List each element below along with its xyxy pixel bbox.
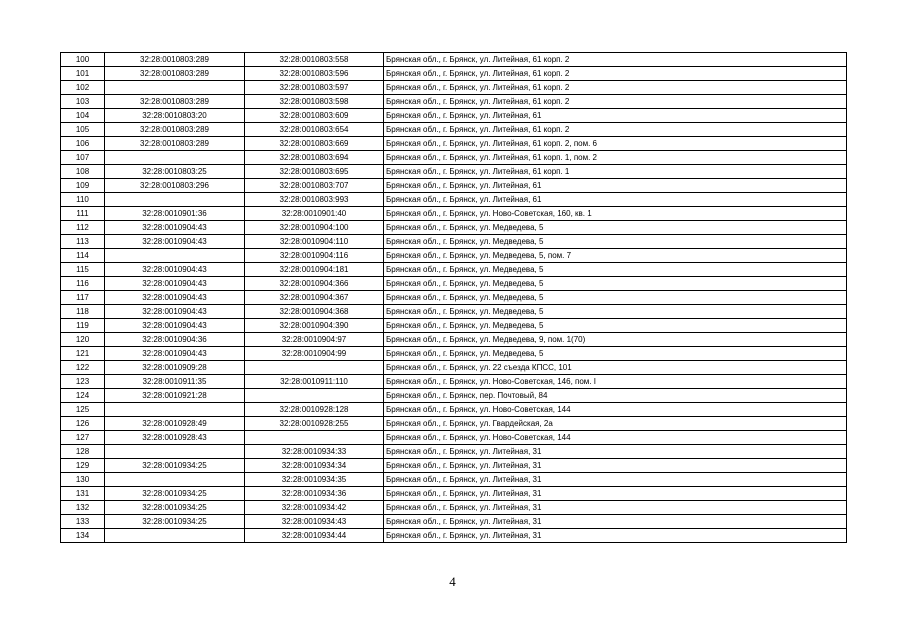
- cadastral-number-cell: 32:28:0010904:110: [245, 235, 384, 249]
- parent-cadastral-cell: 32:28:0010928:49: [105, 417, 245, 431]
- cadastral-number-cell: 32:28:0010934:42: [245, 501, 384, 515]
- row-number-cell: 131: [61, 487, 105, 501]
- cadastral-number-cell: 32:28:0010934:43: [245, 515, 384, 529]
- address-cell: Брянская обл., г. Брянск, ул. Ново-Советская, 146, пом. I: [384, 375, 847, 389]
- row-number-cell: 108: [61, 165, 105, 179]
- row-number-cell: 100: [61, 53, 105, 67]
- row-number-cell: 132: [61, 501, 105, 515]
- cadastral-number-cell: 32:28:0010904:116: [245, 249, 384, 263]
- cadastral-number-cell: 32:28:0010911:110: [245, 375, 384, 389]
- address-cell: Брянская обл., г. Брянск, ул. Литейная, 31: [384, 487, 847, 501]
- address-cell: Брянская обл., г. Брянск, ул. Литейная, 31: [384, 459, 847, 473]
- parent-cadastral-cell: 32:28:0010904:43: [105, 305, 245, 319]
- table-row: [61, 291, 847, 305]
- table-row: [61, 305, 847, 319]
- parent-cadastral-cell: 32:28:0010803:289: [105, 95, 245, 109]
- row-number-cell: 101: [61, 67, 105, 81]
- cadastral-number-cell: 32:28:0010803:654: [245, 123, 384, 137]
- row-number-cell: 120: [61, 333, 105, 347]
- address-cell: Брянская обл., г. Брянск, ул. Литейная, 61 корп. 2: [384, 67, 847, 81]
- row-number-cell: 122: [61, 361, 105, 375]
- cadastral-number-cell: [245, 389, 384, 403]
- address-cell: Брянская обл., г. Брянск, ул. Литейная, 61 корп. 2: [384, 81, 847, 95]
- parent-cadastral-cell: 32:28:0010928:43: [105, 431, 245, 445]
- cadastral-number-cell: 32:28:0010803:707: [245, 179, 384, 193]
- address-cell: Брянская обл., г. Брянск, ул. Литейная, 31: [384, 515, 847, 529]
- address-cell: Брянская обл., г. Брянск, ул. Медведева, 5: [384, 305, 847, 319]
- table-row: [61, 445, 847, 459]
- parent-cadastral-cell: [105, 81, 245, 95]
- cadastral-number-cell: 32:28:0010928:128: [245, 403, 384, 417]
- address-cell: Брянская обл., г. Брянск, ул. Литейная, 61: [384, 109, 847, 123]
- table-row: [61, 375, 847, 389]
- table-row: [61, 277, 847, 291]
- table-row: [61, 165, 847, 179]
- cadastral-number-cell: 32:28:0010901:40: [245, 207, 384, 221]
- address-cell: Брянская обл., г. Брянск, ул. Гвардейская, 2а: [384, 417, 847, 431]
- table-row: [61, 81, 847, 95]
- table-row: [61, 207, 847, 221]
- row-number-cell: 117: [61, 291, 105, 305]
- cadastral-number-cell: [245, 431, 384, 445]
- row-number-cell: 121: [61, 347, 105, 361]
- parent-cadastral-cell: 32:28:0010803:289: [105, 53, 245, 67]
- row-number-cell: 115: [61, 263, 105, 277]
- cadastral-number-cell: 32:28:0010904:367: [245, 291, 384, 305]
- address-cell: Брянская обл., г. Брянск, ул. Литейная, 31: [384, 529, 847, 543]
- table-row: [61, 473, 847, 487]
- table-row: [61, 319, 847, 333]
- row-number-cell: 118: [61, 305, 105, 319]
- address-cell: Брянская обл., г. Брянск, ул. Медведева, 5: [384, 221, 847, 235]
- parent-cadastral-cell: 32:28:0010803:289: [105, 137, 245, 151]
- address-cell: Брянская обл., г. Брянск, ул. Литейная, 31: [384, 445, 847, 459]
- row-number-cell: 125: [61, 403, 105, 417]
- cadastral-number-cell: 32:28:0010803:598: [245, 95, 384, 109]
- parent-cadastral-cell: [105, 473, 245, 487]
- parent-cadastral-cell: 32:28:0010803:20: [105, 109, 245, 123]
- table-row: [61, 431, 847, 445]
- table-row: [61, 95, 847, 109]
- table-row: [61, 137, 847, 151]
- cadastral-number-cell: 32:28:0010803:669: [245, 137, 384, 151]
- parent-cadastral-cell: 32:28:0010803:296: [105, 179, 245, 193]
- row-number-cell: 110: [61, 193, 105, 207]
- cadastral-number-cell: 32:28:0010904:366: [245, 277, 384, 291]
- table-row: [61, 221, 847, 235]
- address-cell: Брянская обл., г. Брянск, ул. Литейная, 61 корп. 1: [384, 165, 847, 179]
- table-row: [61, 179, 847, 193]
- row-number-cell: 127: [61, 431, 105, 445]
- parent-cadastral-cell: 32:28:0010803:289: [105, 67, 245, 81]
- table-row: [61, 417, 847, 431]
- address-cell: Брянская обл., г. Брянск, пер. Почтовый, 84: [384, 389, 847, 403]
- parent-cadastral-cell: 32:28:0010904:36: [105, 333, 245, 347]
- parent-cadastral-cell: 32:28:0010803:25: [105, 165, 245, 179]
- address-cell: Брянская обл., г. Брянск, ул. Литейная, 61 корп. 2: [384, 123, 847, 137]
- address-cell: Брянская обл., г. Брянск, ул. Литейная, 61 корп. 2: [384, 53, 847, 67]
- parent-cadastral-cell: 32:28:0010904:43: [105, 319, 245, 333]
- cadastral-number-cell: 32:28:0010934:33: [245, 445, 384, 459]
- parent-cadastral-cell: [105, 445, 245, 459]
- parent-cadastral-cell: 32:28:0010911:35: [105, 375, 245, 389]
- row-number-cell: 114: [61, 249, 105, 263]
- table-row: [61, 501, 847, 515]
- address-cell: Брянская обл., г. Брянск, ул. Медведева, 5: [384, 277, 847, 291]
- address-cell: Брянская обл., г. Брянск, ул. Медведева, 5, пом. 7: [384, 249, 847, 263]
- table-row: [61, 459, 847, 473]
- row-number-cell: 111: [61, 207, 105, 221]
- parent-cadastral-cell: [105, 529, 245, 543]
- cadastral-number-cell: 32:28:0010803:694: [245, 151, 384, 165]
- table-row: [61, 347, 847, 361]
- address-cell: Брянская обл., г. Брянск, ул. Литейная, 61: [384, 179, 847, 193]
- table-row: [61, 263, 847, 277]
- row-number-cell: 119: [61, 319, 105, 333]
- parent-cadastral-cell: 32:28:0010904:43: [105, 263, 245, 277]
- row-number-cell: 105: [61, 123, 105, 137]
- cadastral-number-cell: 32:28:0010803:695: [245, 165, 384, 179]
- table-row: [61, 515, 847, 529]
- cadastral-number-cell: 32:28:0010904:181: [245, 263, 384, 277]
- row-number-cell: 130: [61, 473, 105, 487]
- address-cell: Брянская обл., г. Брянск, ул. Медведева, 5: [384, 347, 847, 361]
- parent-cadastral-cell: 32:28:0010803:289: [105, 123, 245, 137]
- address-cell: Брянская обл., г. Брянск, ул. Литейная, 31: [384, 501, 847, 515]
- cadastral-number-cell: 32:28:0010904:100: [245, 221, 384, 235]
- address-cell: Брянская обл., г. Брянск, ул. Литейная, 61: [384, 193, 847, 207]
- row-number-cell: 128: [61, 445, 105, 459]
- row-number-cell: 107: [61, 151, 105, 165]
- table-row: [61, 151, 847, 165]
- address-cell: Брянская обл., г. Брянск, ул. Медведева, 5: [384, 235, 847, 249]
- cadastral-number-cell: 32:28:0010934:35: [245, 473, 384, 487]
- row-number-cell: 103: [61, 95, 105, 109]
- address-cell: Брянская обл., г. Брянск, ул. Литейная, 31: [384, 473, 847, 487]
- address-cell: Брянская обл., г. Брянск, ул. Литейная, 61 корп. 2: [384, 95, 847, 109]
- cadastral-number-cell: 32:28:0010934:34: [245, 459, 384, 473]
- address-cell: Брянская обл., г. Брянск, ул. Ново-Советская, 144: [384, 431, 847, 445]
- row-number-cell: 133: [61, 515, 105, 529]
- row-number-cell: 126: [61, 417, 105, 431]
- table-row: [61, 529, 847, 543]
- parent-cadastral-cell: 32:28:0010904:43: [105, 347, 245, 361]
- cadastral-number-cell: 32:28:0010904:99: [245, 347, 384, 361]
- records-body: [61, 53, 847, 543]
- parent-cadastral-cell: [105, 403, 245, 417]
- parent-cadastral-cell: 32:28:0010901:36: [105, 207, 245, 221]
- cadastral-number-cell: 32:28:0010803:596: [245, 67, 384, 81]
- parent-cadastral-cell: 32:28:0010909:28: [105, 361, 245, 375]
- row-number-cell: 129: [61, 459, 105, 473]
- table-row: [61, 403, 847, 417]
- parent-cadastral-cell: 32:28:0010934:25: [105, 459, 245, 473]
- table-row: [61, 361, 847, 375]
- address-cell: Брянская обл., г. Брянск, ул. Ново-Советская, 160, кв. 1: [384, 207, 847, 221]
- row-number-cell: 124: [61, 389, 105, 403]
- cadastral-number-cell: 32:28:0010904:97: [245, 333, 384, 347]
- cadastral-number-cell: 32:28:0010904:368: [245, 305, 384, 319]
- table-row: [61, 333, 847, 347]
- address-cell: Брянская обл., г. Брянск, ул. 22 съезда КПСС, 101: [384, 361, 847, 375]
- table-row: [61, 53, 847, 67]
- cadastral-number-cell: 32:28:0010928:255: [245, 417, 384, 431]
- parent-cadastral-cell: 32:28:0010934:25: [105, 515, 245, 529]
- table-row: [61, 193, 847, 207]
- cadastral-number-cell: 32:28:0010803:609: [245, 109, 384, 123]
- parent-cadastral-cell: [105, 151, 245, 165]
- table-row: [61, 109, 847, 123]
- table-row: [61, 67, 847, 81]
- row-number-cell: 106: [61, 137, 105, 151]
- table-row: [61, 389, 847, 403]
- table-row: [61, 249, 847, 263]
- cadastral-number-cell: 32:28:0010803:993: [245, 193, 384, 207]
- row-number-cell: 113: [61, 235, 105, 249]
- row-number-cell: 123: [61, 375, 105, 389]
- cadastral-number-cell: 32:28:0010803:558: [245, 53, 384, 67]
- parent-cadastral-cell: 32:28:0010904:43: [105, 235, 245, 249]
- row-number-cell: 102: [61, 81, 105, 95]
- row-number-cell: 112: [61, 221, 105, 235]
- parent-cadastral-cell: [105, 249, 245, 263]
- cadastral-number-cell: 32:28:0010904:390: [245, 319, 384, 333]
- parent-cadastral-cell: 32:28:0010934:25: [105, 501, 245, 515]
- address-cell: Брянская обл., г. Брянск, ул. Медведева, 5: [384, 263, 847, 277]
- parent-cadastral-cell: 32:28:0010904:43: [105, 291, 245, 305]
- row-number-cell: 134: [61, 529, 105, 543]
- address-cell: Брянская обл., г. Брянск, ул. Медведева, 9, пом. 1(70): [384, 333, 847, 347]
- row-number-cell: 104: [61, 109, 105, 123]
- cadastral-number-cell: [245, 361, 384, 375]
- parent-cadastral-cell: 32:28:0010904:43: [105, 277, 245, 291]
- cadastral-number-cell: 32:28:0010934:44: [245, 529, 384, 543]
- address-cell: Брянская обл., г. Брянск, ул. Медведева, 5: [384, 319, 847, 333]
- parent-cadastral-cell: 32:28:0010904:43: [105, 221, 245, 235]
- parent-cadastral-cell: [105, 193, 245, 207]
- address-cell: Брянская обл., г. Брянск, ул. Литейная, 61 корп. 1, пом. 2: [384, 151, 847, 165]
- page-number: 4: [449, 574, 456, 589]
- table-row: [61, 123, 847, 137]
- table-row: [61, 487, 847, 501]
- row-number-cell: 116: [61, 277, 105, 291]
- cadastral-number-cell: 32:28:0010803:597: [245, 81, 384, 95]
- table-row: [61, 235, 847, 249]
- row-number-cell: 109: [61, 179, 105, 193]
- cadastral-number-cell: 32:28:0010934:36: [245, 487, 384, 501]
- parent-cadastral-cell: 32:28:0010921:28: [105, 389, 245, 403]
- records-table: [60, 52, 847, 543]
- parent-cadastral-cell: 32:28:0010934:25: [105, 487, 245, 501]
- address-cell: Брянская обл., г. Брянск, ул. Медведева, 5: [384, 291, 847, 305]
- address-cell: Брянская обл., г. Брянск, ул. Ново-Советская, 144: [384, 403, 847, 417]
- address-cell: Брянская обл., г. Брянск, ул. Литейная, 61 корп. 2, пом. 6: [384, 137, 847, 151]
